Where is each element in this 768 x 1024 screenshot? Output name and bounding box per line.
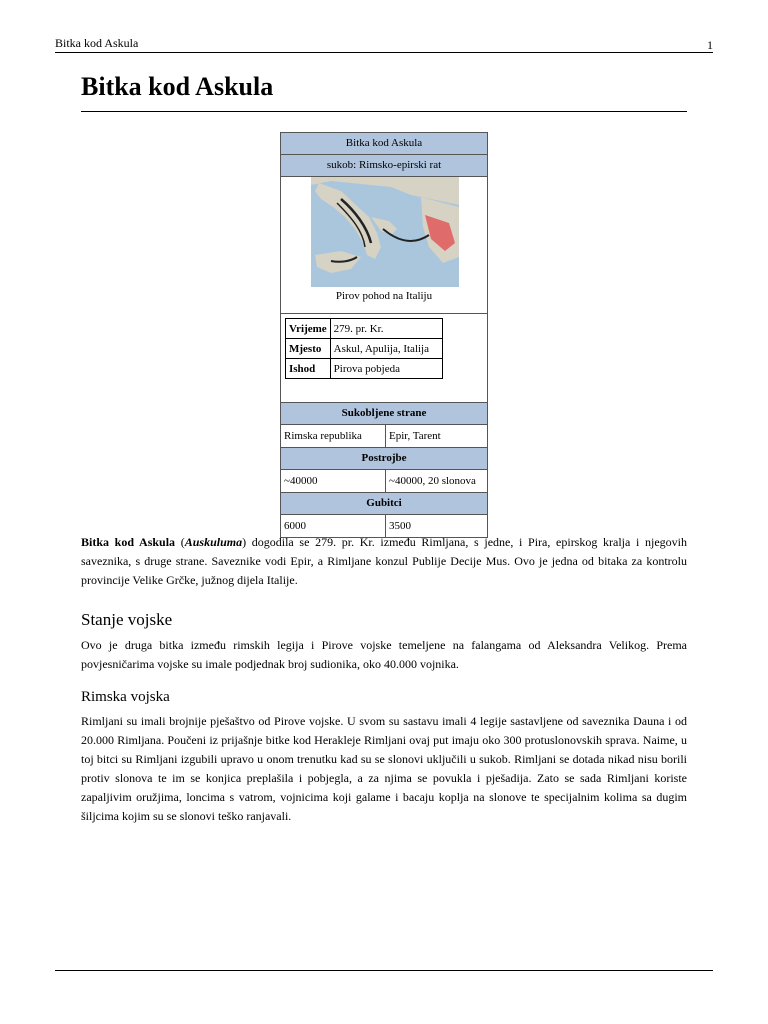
- side-rome: Rimska republika: [284, 430, 362, 442]
- campaign-map-image[interactable]: [311, 177, 459, 287]
- intro-paren-open: (: [175, 535, 185, 549]
- infobox-title: Bitka kod Askula: [281, 133, 487, 155]
- fact-row: [286, 359, 443, 379]
- infobox-facts: [281, 314, 487, 403]
- header-title: Bitka kod Askula: [55, 36, 139, 50]
- section-stanje-text: Ovo je druga bitka između rimskih legija i Pirove vojske temeljene na falangama od Aleksandra Velikog. Prema povjesničarima vojske su imale podjednak broj sudionika, oko 40.000 vojnika.: [81, 638, 687, 671]
- page-header: [55, 36, 713, 53]
- fact-label: Vrijeme: [286, 319, 331, 339]
- fact-value: Askul, Apulija, Italija: [330, 339, 442, 359]
- fact-row: [286, 319, 443, 339]
- units-header: Postrojbe: [281, 448, 487, 470]
- sides-header: Sukobljene strane: [281, 403, 487, 425]
- page-number: 1: [707, 38, 713, 52]
- intro-italic: Auskuluma: [184, 535, 243, 549]
- side-epirus: Epir, Tarent: [385, 425, 487, 447]
- losses-epirus: 3500: [385, 515, 487, 537]
- footer-divider: [55, 970, 713, 971]
- infobox-conflict: sukob: Rimsko-epirski rat: [281, 155, 487, 177]
- units-epirus: ~40000, 20 slonova: [385, 470, 487, 492]
- units-row: [281, 470, 487, 493]
- fact-label: Ishod: [286, 359, 331, 379]
- losses-header: Gubitci: [281, 493, 487, 515]
- page-title: Bitka kod Askula: [81, 72, 274, 101]
- infobox-image-cell: [281, 177, 487, 314]
- infobox-image-caption: Pirov pohod na Italiju: [335, 290, 433, 302]
- fact-row: [286, 339, 443, 359]
- units-rome: ~40000: [284, 475, 318, 487]
- fact-value: Pirova pobjeda: [330, 359, 442, 379]
- section-heading-rimska: Rimska vojska: [81, 689, 170, 705]
- intro-paren-close: ): [242, 535, 247, 549]
- fact-value: 279. pr. Kr.: [330, 319, 442, 339]
- fact-label: Mjesto: [286, 339, 331, 359]
- intro-text: dogodila se 279. pr. Kr. između Rimljana, s jedne, i Pira, epirskog kralja i njegovih saveznika, s druge strane. Saveznike vodi Epir, a Rimljane konzul Publije Decije Mus. Ovo je jedna od bitaka za kontrolu provincije Velike Grčke, južnog dijela Italije.: [81, 535, 687, 587]
- infobox: [280, 132, 488, 538]
- losses-rome: 6000: [284, 520, 306, 532]
- section-rimska-text: Rimljani su imali brojnije pješaštvo od Pirove vojske. U svom su sastavu imali 4 legije sastavljene od saveznika Dauna i od 20.000 Rimljana. Poučeni iz prijašnje bitke kod Herakleje Rimljani ovaj put imaju oko 300 protuslonovskih sprava. Naime, u toj bitci su Rimljani izgubili upravo u onom trenutku kad su se slonovi uključili u sukob. Rimljani se dotada nikad nisu borili protiv slonova te im se konjica preplašila i pobjegla, a za njima se povukla i pješadija. Zato se sada Rimljani koriste zapaljivim oružjima, loncima s vatrom, vojnicima koji galame i bacaju koplja na slonove te specijalnim kolima sa dugim šiljcima kojim su se slonovi teško ranjavali.: [81, 714, 687, 823]
- sides-row: [281, 425, 487, 448]
- title-divider: [81, 111, 687, 112]
- intro-paragraph: [81, 533, 687, 590]
- intro-bold: Bitka kod Askula: [81, 535, 176, 549]
- facts-table: [285, 318, 443, 379]
- section-heading-stanje: Stanje vojske: [81, 610, 173, 629]
